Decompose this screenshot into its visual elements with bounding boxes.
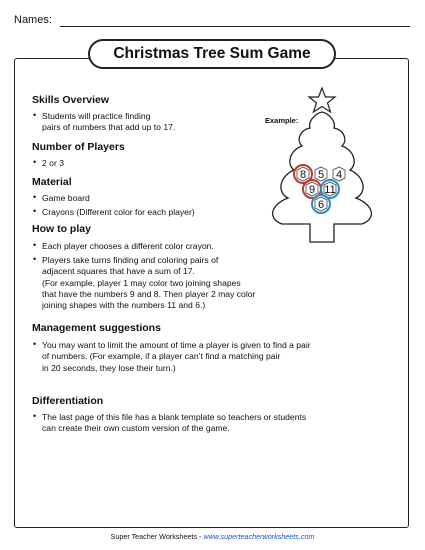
bullet-icon: • xyxy=(33,192,37,202)
cell-number: 8 xyxy=(299,169,307,181)
footer xyxy=(0,532,425,541)
cell-number: 5 xyxy=(317,169,325,181)
management-line: You may want to limit the amount of time a player is given to find a pair xyxy=(42,340,311,350)
howto-line: that have the numbers 9 and 8. Then player 2 may color xyxy=(42,288,256,299)
footer-site-name: Super Teacher Worksheets xyxy=(110,532,197,541)
star-icon xyxy=(309,88,335,112)
management-heading: Management suggestions xyxy=(32,322,161,334)
differentiation-line: The last page of this file has a blank template so teachers or students xyxy=(42,412,307,422)
management-line: of numbers. (For example, if a player can’t find a matching pair xyxy=(42,351,281,362)
cell-number: 4 xyxy=(335,169,343,181)
howto-line: (For example, player 1 may color two joining shapes xyxy=(42,277,241,288)
material-heading: Material xyxy=(32,176,72,188)
bullet-icon: • xyxy=(33,240,37,250)
material-item: Crayons (Different color for each player) xyxy=(42,207,195,217)
cell-number: 9 xyxy=(308,184,316,196)
skills-line: pairs of numbers that add up to 17. xyxy=(42,122,176,133)
cell-number: 6 xyxy=(317,199,325,211)
material-item: Game board xyxy=(42,193,90,203)
skills-text xyxy=(42,111,175,134)
christmas-tree-icon xyxy=(256,86,406,246)
bullet-icon: • xyxy=(33,110,37,120)
howto-line: joining shapes with the numbers 11 and 6.) xyxy=(42,300,206,311)
names-label: Names: xyxy=(14,14,52,26)
bullet-icon: • xyxy=(33,206,37,216)
bullet-icon: • xyxy=(33,411,37,421)
bullet-icon: • xyxy=(33,339,37,349)
howto-heading: How to play xyxy=(32,223,91,235)
bullet-icon: • xyxy=(33,157,37,167)
howto-item-2 xyxy=(42,255,255,311)
skills-line: Students will practice finding xyxy=(42,111,151,121)
cell-number: 11 xyxy=(324,184,336,196)
management-line: in 20 seconds, they lose their turn.) xyxy=(42,362,176,373)
howto-line: Players take turns finding and coloring pairs of xyxy=(42,255,219,265)
players-heading: Number of Players xyxy=(32,141,125,153)
differentiation-text xyxy=(42,412,306,435)
players-value: 2 or 3 xyxy=(42,158,64,168)
names-line[interactable] xyxy=(60,26,410,27)
footer-separator: - xyxy=(196,532,204,541)
differentiation-heading: Differentiation xyxy=(32,395,104,407)
bullet-icon: • xyxy=(33,254,37,264)
howto-item-1: Each player chooses a different color crayon. xyxy=(42,241,214,251)
management-text xyxy=(42,340,311,374)
skills-heading: Skills Overview xyxy=(32,94,110,106)
differentiation-line: can create their own custom version of the game. xyxy=(42,423,230,434)
example-label: Example: xyxy=(265,116,299,125)
page-title: Christmas Tree Sum Game xyxy=(88,39,336,69)
howto-line: adjacent squares that have a sum of 17. xyxy=(42,266,195,277)
footer-link[interactable]: www.superteacherworksheets.com xyxy=(203,532,315,541)
